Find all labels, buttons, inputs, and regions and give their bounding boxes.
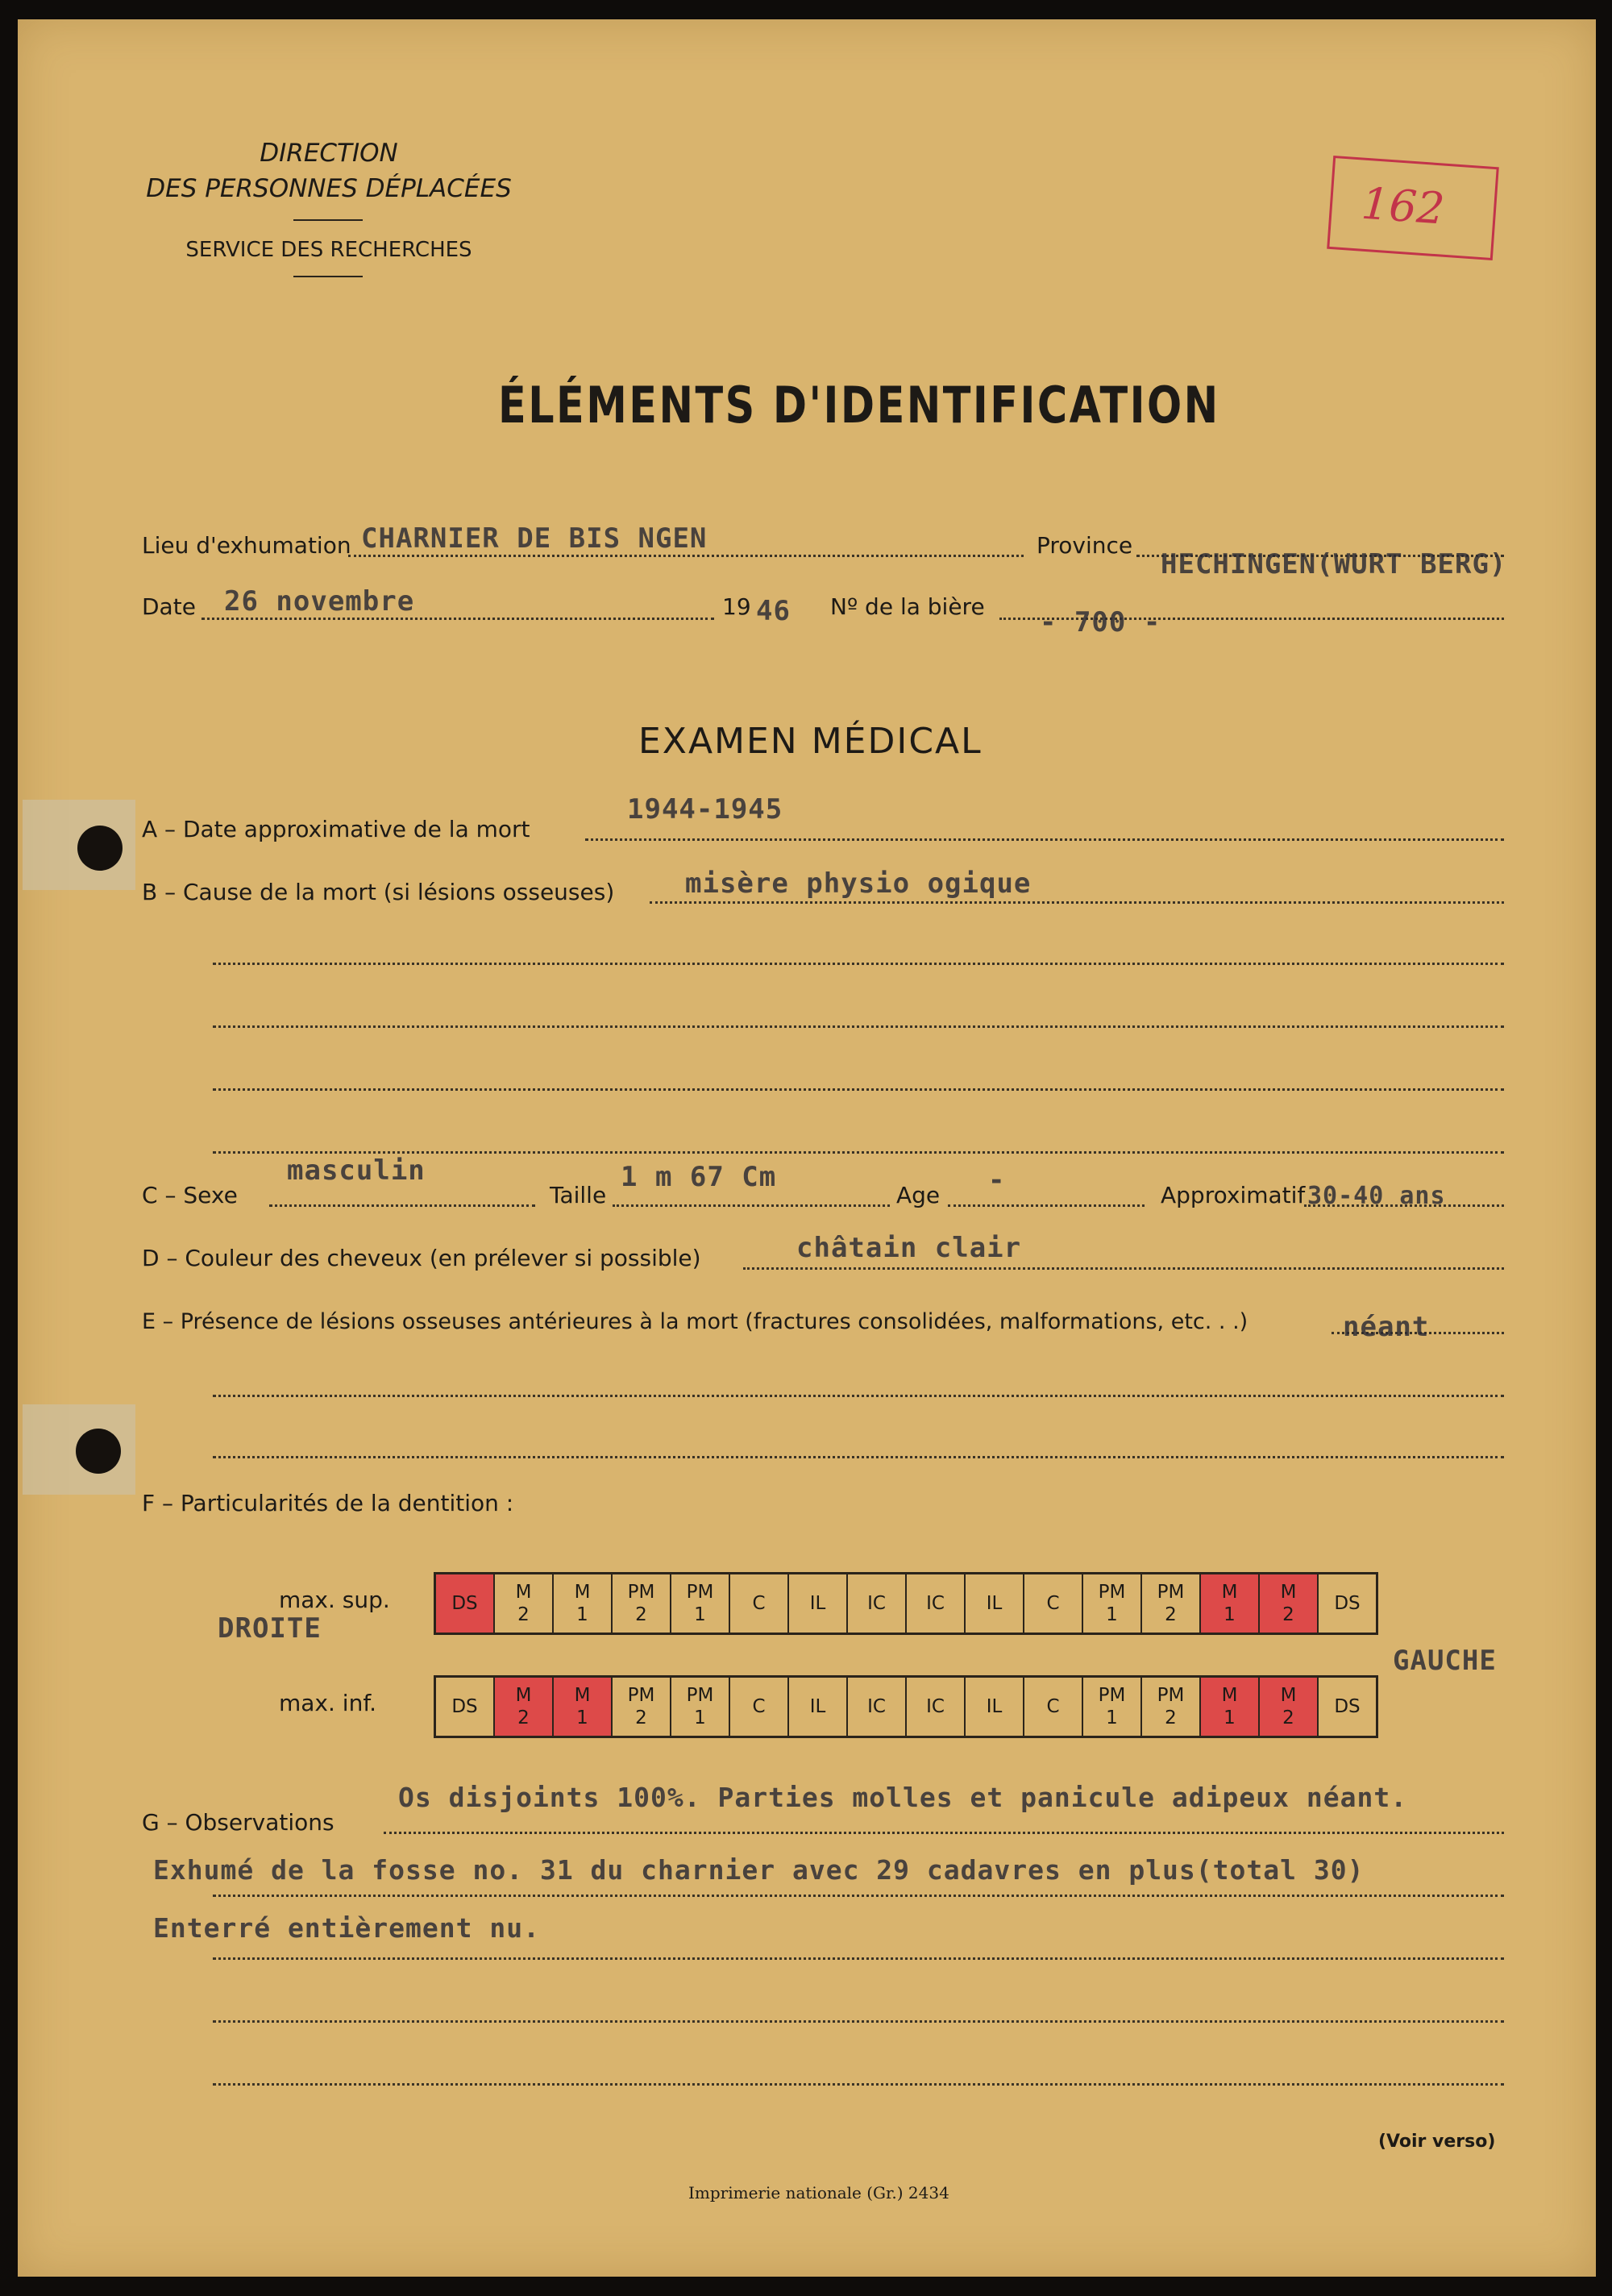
- tooth-type: IC: [867, 1593, 886, 1614]
- tooth-cell: [964, 1574, 1023, 1633]
- tooth-type: M: [574, 1685, 591, 1706]
- field-line: [202, 618, 714, 620]
- tooth-cell: [1199, 1678, 1258, 1736]
- field-a-value: 1944-1945: [627, 793, 783, 826]
- field-line: [348, 555, 1024, 557]
- field-c-taille-value: 1 m 67 Cm: [621, 1161, 777, 1193]
- field-e-value: néant: [1343, 1311, 1430, 1343]
- tooth-type: IL: [986, 1696, 1003, 1717]
- field-line: [613, 1204, 890, 1207]
- tooth-type: DS: [451, 1696, 478, 1717]
- tooth-cell: [611, 1574, 670, 1633]
- field-line: [213, 1957, 1504, 1960]
- tooth-cell: [905, 1574, 964, 1633]
- printer-imprint: Imprimerie nationale (Gr.) 2434: [688, 2183, 949, 2202]
- gauche-label: GAUCHE: [1393, 1645, 1497, 1677]
- tooth-type: PM: [1157, 1582, 1185, 1603]
- field-b-value: misère physio ogique: [685, 867, 1032, 900]
- tooth-number: 2: [1282, 1707, 1294, 1728]
- tooth-cell: [787, 1574, 846, 1633]
- field-c-approx-value: 30-40 ans: [1307, 1182, 1446, 1210]
- tooth-type: C: [1046, 1696, 1060, 1717]
- divider: [293, 276, 363, 277]
- year-suffix: 46: [756, 595, 791, 627]
- tooth-type: C: [1046, 1593, 1060, 1614]
- field-line: [384, 1832, 1504, 1834]
- tooth-cell: [1082, 1678, 1140, 1736]
- field-a-label: A – Date approximative de la mort: [142, 816, 530, 842]
- tooth-cell: [1258, 1574, 1317, 1633]
- tooth-number: 2: [517, 1707, 530, 1728]
- field-line: [213, 1395, 1504, 1397]
- tooth-type: M: [574, 1582, 591, 1603]
- field-line: [743, 1267, 1504, 1270]
- tooth-type: IC: [926, 1696, 945, 1717]
- tooth-cell: [552, 1678, 611, 1736]
- tooth-cell: [670, 1678, 729, 1736]
- tooth-cell: [1317, 1678, 1376, 1736]
- tooth-type: PM: [627, 1582, 655, 1603]
- tooth-cell: [1140, 1678, 1199, 1736]
- tooth-type: C: [752, 1696, 766, 1717]
- service-name: SERVICE DES RECHERCHES: [185, 238, 472, 262]
- tooth-type: IL: [809, 1696, 826, 1717]
- tooth-type: M: [515, 1685, 532, 1706]
- tooth-type: M: [1280, 1685, 1297, 1706]
- field-c-taille-label: Taille: [550, 1182, 607, 1208]
- tooth-type: PM: [627, 1685, 655, 1706]
- tooth-number: 2: [517, 1604, 530, 1625]
- tooth-number: 2: [1165, 1604, 1177, 1625]
- year-prefix: 19: [722, 593, 751, 620]
- tooth-cell: [436, 1574, 493, 1633]
- observations-line-1: Os disjoints 100%. Parties molles et panicule adipeux néant.: [398, 1782, 1408, 1813]
- province-value: HECHINGEN(WURT BERG): [1161, 548, 1507, 580]
- field-d-value: châtain clair: [796, 1232, 1022, 1264]
- tooth-number: 2: [1282, 1604, 1294, 1625]
- punch-hole-icon: [76, 1429, 121, 1474]
- field-line: [213, 2083, 1504, 2086]
- tooth-cell: [493, 1574, 552, 1633]
- max-sup-label: max. sup.: [279, 1587, 390, 1613]
- lower-teeth-chart: [434, 1675, 1378, 1738]
- field-e-label: E – Présence de lésions osseuses antérieures à la mort (fractures consolidées, malformations, etc. . .): [142, 1309, 1248, 1334]
- org-line-2: DES PERSONNES DÉPLACÉES: [146, 174, 512, 203]
- lieu-label: Lieu d'exhumation: [142, 532, 351, 559]
- tooth-type: IL: [986, 1593, 1003, 1614]
- field-b-label: B – Cause de la mort (si lésions osseuses): [142, 879, 615, 905]
- tooth-number: 2: [635, 1604, 647, 1625]
- biere-label: Nº de la bière: [830, 593, 985, 620]
- tooth-cell: [846, 1678, 905, 1736]
- observations-label: G – Observations: [142, 1809, 334, 1836]
- biere-value: - 700 -: [1040, 606, 1161, 638]
- field-line: [213, 1151, 1504, 1154]
- tooth-number: 1: [1224, 1604, 1236, 1625]
- observations-line-3: Enterré entièrement nu.: [153, 1912, 540, 1944]
- tooth-type: PM: [686, 1685, 714, 1706]
- field-c-sexe-label: C – Sexe: [142, 1182, 238, 1208]
- lieu-value: CHARNIER DE BIS NGEN: [361, 522, 708, 555]
- field-f-label: F – Particularités de la dentition :: [142, 1490, 514, 1516]
- tooth-number: 2: [635, 1707, 647, 1728]
- province-label: Province: [1037, 532, 1133, 559]
- tooth-type: M: [1221, 1685, 1238, 1706]
- tooth-type: PM: [1098, 1685, 1126, 1706]
- tooth-cell: [1317, 1574, 1376, 1633]
- tooth-cell: [1023, 1574, 1082, 1633]
- tooth-cell: [1199, 1574, 1258, 1633]
- tooth-type: C: [752, 1593, 766, 1614]
- tooth-type: PM: [686, 1582, 714, 1603]
- tooth-cell: [552, 1574, 611, 1633]
- tooth-cell: [670, 1574, 729, 1633]
- section-title: EXAMEN MÉDICAL: [638, 721, 983, 762]
- tooth-number: 2: [1165, 1707, 1177, 1728]
- tooth-type: DS: [1334, 1696, 1361, 1717]
- tooth-cell: [436, 1678, 493, 1736]
- tooth-cell: [846, 1574, 905, 1633]
- tooth-type: M: [1280, 1582, 1297, 1603]
- field-line: [585, 838, 1504, 841]
- field-line: [213, 2020, 1504, 2023]
- field-line: [213, 1895, 1504, 1897]
- tooth-type: PM: [1157, 1685, 1185, 1706]
- punch-hole-icon: [77, 826, 123, 871]
- tooth-cell: [493, 1678, 552, 1736]
- stamp-number: 162: [1360, 177, 1447, 235]
- org-line-1: DIRECTION: [260, 139, 398, 168]
- tooth-number: 1: [694, 1604, 706, 1625]
- tooth-type: IC: [926, 1593, 945, 1614]
- tooth-cell: [611, 1678, 670, 1736]
- tooth-number: 1: [576, 1604, 588, 1625]
- observations-line-2: Exhumé de la fosse no. 31 du charnier avec 29 cadavres en plus(total 30): [153, 1854, 1365, 1886]
- tooth-number: 1: [576, 1707, 588, 1728]
- max-inf-label: max. inf.: [279, 1690, 377, 1716]
- tooth-type: M: [1221, 1582, 1238, 1603]
- tooth-cell: [1140, 1574, 1199, 1633]
- tooth-cell: [1258, 1678, 1317, 1736]
- tooth-cell: [1082, 1574, 1140, 1633]
- tooth-type: DS: [1334, 1593, 1361, 1614]
- field-c-age-label: Age: [896, 1182, 941, 1208]
- field-line: [213, 1088, 1504, 1091]
- tooth-cell: [1023, 1678, 1082, 1736]
- divider: [293, 219, 363, 221]
- upper-teeth-chart: [434, 1572, 1378, 1635]
- tooth-cell: [729, 1678, 787, 1736]
- tooth-type: IL: [809, 1593, 826, 1614]
- field-c-age-value: -: [988, 1164, 1006, 1196]
- tooth-number: 1: [1106, 1604, 1118, 1625]
- tooth-cell: [964, 1678, 1023, 1736]
- voir-verso-note: (Voir verso): [1378, 2132, 1496, 2152]
- tooth-type: PM: [1098, 1582, 1126, 1603]
- field-line: [650, 901, 1504, 904]
- field-line: [269, 1204, 535, 1207]
- field-line: [213, 963, 1504, 965]
- tooth-type: M: [515, 1582, 532, 1603]
- tooth-cell: [905, 1678, 964, 1736]
- tooth-cell: [729, 1574, 787, 1633]
- field-d-label: D – Couleur des cheveux (en prélever si possible): [142, 1245, 701, 1271]
- date-value: 26 novembre: [224, 585, 415, 618]
- field-c-approx-label: Approximatif: [1161, 1182, 1306, 1208]
- tooth-number: 1: [1224, 1707, 1236, 1728]
- field-line: [213, 1456, 1504, 1458]
- field-line: [213, 1025, 1504, 1028]
- tooth-number: 1: [1106, 1707, 1118, 1728]
- field-c-sexe-value: masculin: [287, 1154, 426, 1187]
- reference-stamp: [1327, 156, 1499, 260]
- date-label: Date: [142, 593, 196, 620]
- tooth-cell: [787, 1678, 846, 1736]
- page-title: ÉLÉMENTS D'IDENTIFICATION: [498, 376, 1220, 435]
- tooth-number: 1: [694, 1707, 706, 1728]
- droite-label: DROITE: [218, 1612, 322, 1645]
- field-line: [948, 1204, 1145, 1207]
- tooth-type: DS: [451, 1593, 478, 1614]
- tooth-type: IC: [867, 1696, 886, 1717]
